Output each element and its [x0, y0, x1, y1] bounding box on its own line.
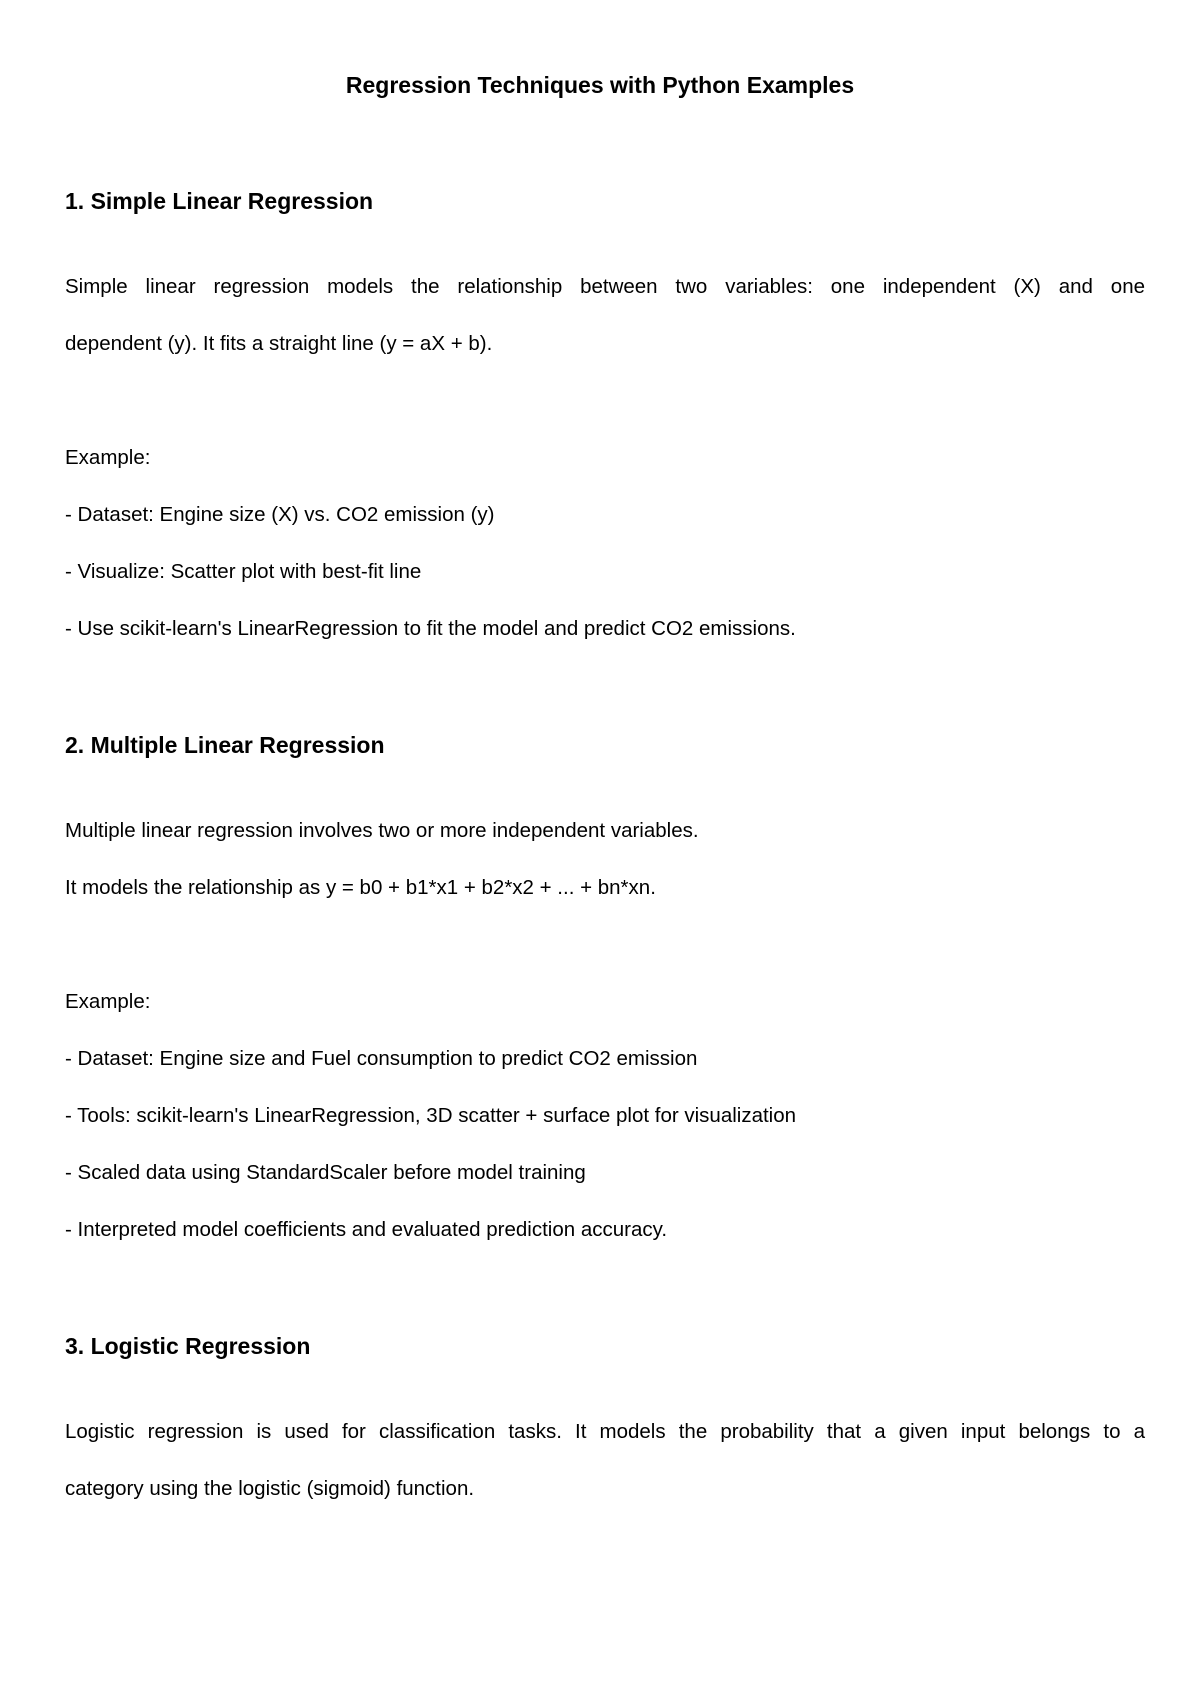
section-2-bullet-item: - Interpreted model coefficients and evaluated prediction accuracy. [65, 1218, 668, 1241]
section-1-paragraph-line-1: Simple linear regression models the relationship between two variables: one independent (X) and one [65, 275, 1145, 298]
section-2-example-label: Example: [65, 990, 151, 1013]
section-1-bullet-item: - Visualize: Scatter plot with best-fit line [65, 560, 422, 583]
section-1-paragraph-line-2: dependent (y). It fits a straight line (y = aX + b). [65, 332, 493, 355]
document-title: Regression Techniques with Python Examples [345, 72, 855, 98]
section-heading-logistic-regression: 3. Logistic Regression [65, 1333, 311, 1359]
section-1-example-label: Example: [65, 446, 151, 469]
section-2-paragraph-line-2: It models the relationship as y = b0 + b1*x1 + b2*x2 + ... + bn*xn. [65, 876, 656, 899]
section-heading-multiple-linear-regression: 2. Multiple Linear Regression [65, 732, 385, 758]
section-3-paragraph-line-1: Logistic regression is used for classification tasks. It models the probability that a given input belongs to a [65, 1420, 1145, 1443]
section-1-bullet-item: - Dataset: Engine size (X) vs. CO2 emission (y) [65, 503, 495, 526]
section-3-paragraph-line-2: category using the logistic (sigmoid) function. [65, 1477, 475, 1500]
section-heading-simple-linear-regression: 1. Simple Linear Regression [65, 188, 374, 214]
section-2-bullet-item: - Dataset: Engine size and Fuel consumption to predict CO2 emission [65, 1047, 698, 1070]
section-2-bullet-item: - Scaled data using StandardScaler before model training [65, 1161, 586, 1184]
section-2-bullet-item: - Tools: scikit-learn's LinearRegression, 3D scatter + surface plot for visualization [65, 1104, 797, 1127]
section-2-paragraph-line-1: Multiple linear regression involves two or more independent variables. [65, 819, 699, 842]
section-1-bullet-item: - Use scikit-learn's LinearRegression to fit the model and predict CO2 emissions. [65, 617, 796, 640]
